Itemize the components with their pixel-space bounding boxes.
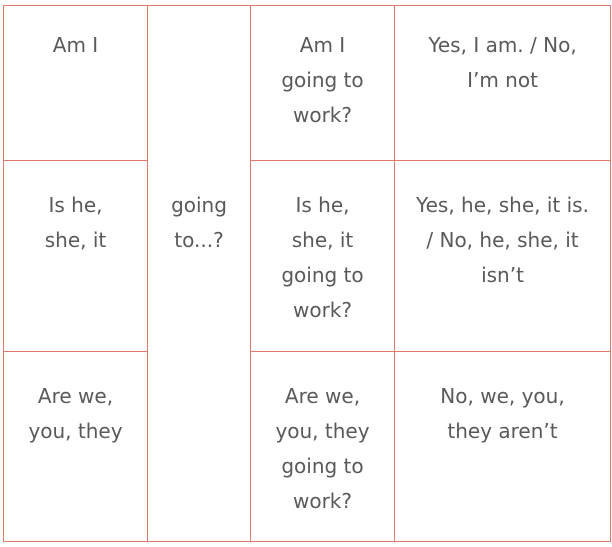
question-cell: Am I going to work? [251, 6, 395, 161]
auxiliary-cell: going to...? [148, 161, 251, 352]
auxiliary-cell [148, 6, 251, 161]
table-row [4, 161, 611, 352]
short-answer-cell: Yes, he, she, it is. / No, he, she, it isn’t [395, 161, 611, 352]
short-answer-cell: Yes, I am. / No, I’m not [395, 6, 611, 161]
subject-cell: Am I [4, 6, 148, 161]
short-answer-cell: No, we, you, they aren’t [395, 352, 611, 542]
subject-cell: Is he, she, it [4, 161, 148, 352]
question-cell: Is he, she, it going to work? [251, 161, 395, 352]
question-cell: Are we, you, they going to work? [251, 352, 395, 542]
grammar-table [3, 5, 611, 542]
auxiliary-cell [148, 352, 251, 542]
table-row [4, 6, 611, 161]
table-row [4, 352, 611, 542]
subject-cell: Are we, you, they [4, 352, 148, 542]
